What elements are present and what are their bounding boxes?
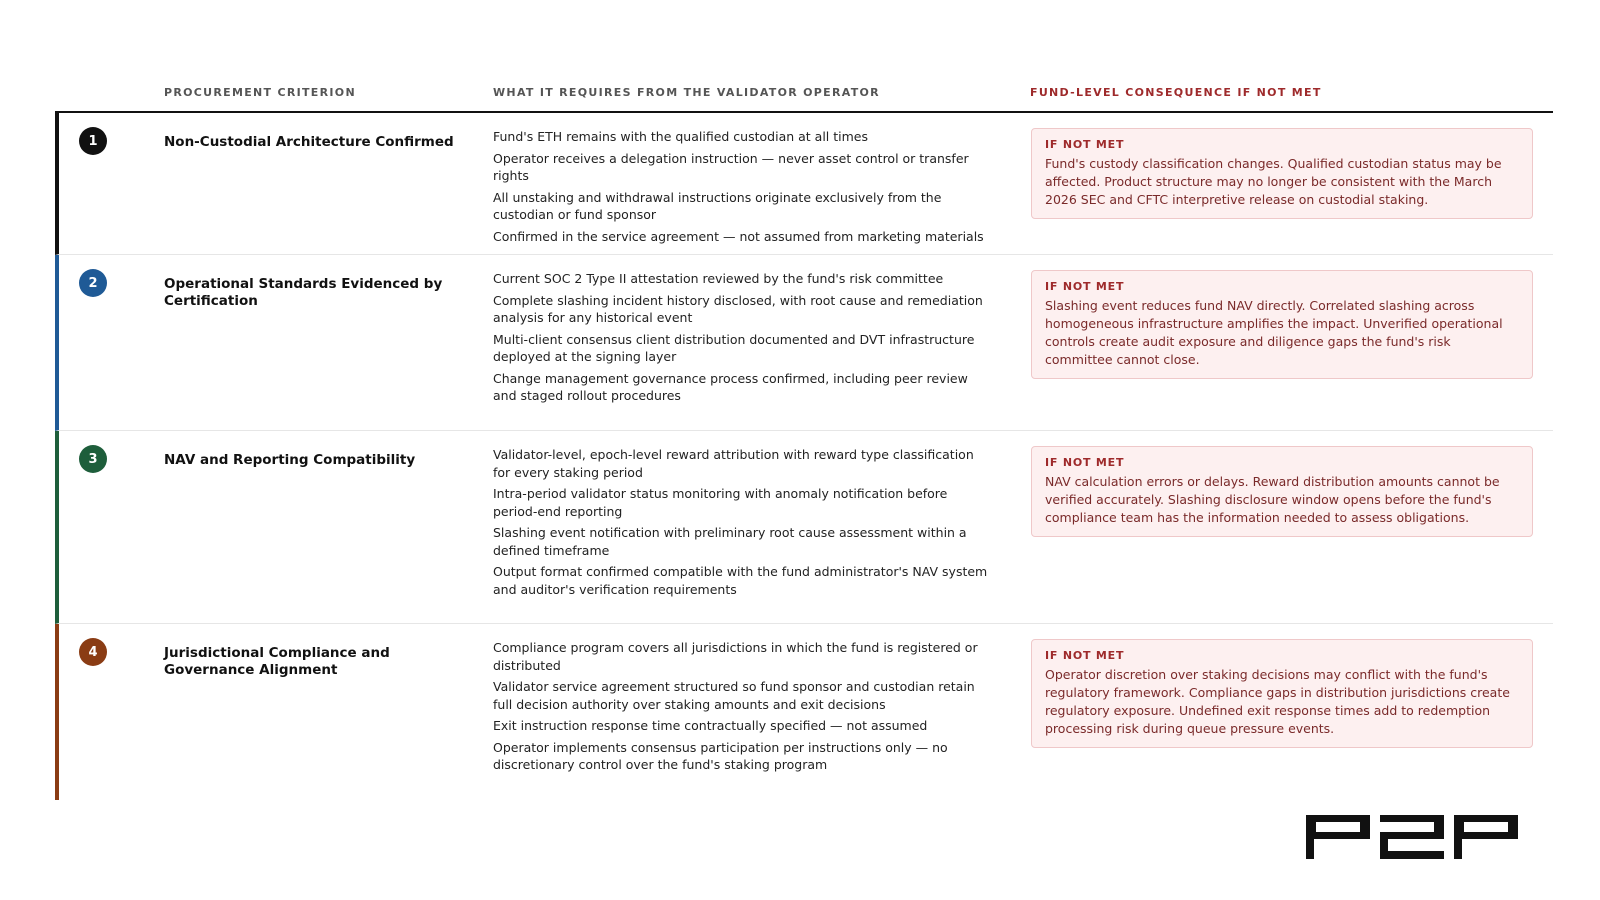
requirement-item: Complete slashing incident history disclosed, with root cause and remediation analysis for any historical event	[493, 292, 983, 325]
requirements-list	[493, 639, 993, 778]
consequence-text: Slashing event reduces fund NAV directly. Correlated slashing across homogeneous infrastructure amplifies the impact. Unverified operational controls create audit exposure and diligence gaps the fund's risk committee cannot close.	[1045, 298, 1503, 367]
requirement-item: Current SOC 2 Type II attestation reviewed by the fund's risk committee	[493, 271, 944, 286]
consequence-tag: IF NOT MET	[1045, 649, 1125, 662]
requirement-item: Confirmed in the service agreement — not assumed from marketing materials	[493, 228, 984, 244]
header-consequence: FUND-LEVEL CONSEQUENCE IF NOT MET	[1030, 86, 1322, 99]
requirement-item: Exit instruction response time contractually specified — not assumed	[493, 718, 928, 733]
consequence-box	[1031, 270, 1533, 379]
requirement-item: Fund's ETH remains with the qualified custodian at all times	[493, 129, 868, 144]
criterion-title: NAV and Reporting Compatibility	[164, 452, 416, 468]
header-criterion: PROCUREMENT CRITERION	[164, 86, 356, 99]
criterion-title: Jurisdictional Compliance and Governance Alignment	[164, 645, 390, 678]
table-row-3	[55, 431, 1553, 624]
requirement-item: Output format confirmed compatible with the fund administrator's NAV system and auditor's verification requirements	[493, 564, 988, 597]
row-number-badge: 1	[79, 127, 107, 155]
row-number-badge: 4	[79, 638, 107, 666]
requirements-list	[493, 128, 993, 249]
consequence-text: NAV calculation errors or delays. Reward distribution amounts cannot be verified accurately. Slashing disclosure window opens before the fund's compliance team has the information needed to assess obligations.	[1045, 474, 1500, 525]
requirement-item: Validator service agreement structured so fund sponsor and custodian retain full decision authority over staking amounts and exit decisions	[493, 679, 975, 712]
table-header	[55, 76, 1553, 113]
consequence-box	[1031, 128, 1533, 219]
criterion-title: Operational Standards Evidenced by Certification	[164, 276, 443, 309]
row-number-badge: 3	[79, 445, 107, 473]
p2p-logo-icon	[1306, 815, 1518, 859]
requirements-list	[493, 446, 993, 602]
consequence-text: Operator discretion over staking decisions may conflict with the fund's regulatory framework. Compliance gaps in distribution jurisdictions create regulatory exposure. Undefined exit response times add to redemption processing risk during queue pressure events.	[1045, 667, 1510, 736]
header-requires: WHAT IT REQUIRES FROM THE VALIDATOR OPERATOR	[493, 86, 880, 99]
requirement-item: Change management governance process confirmed, including peer review and staged rollout procedures	[493, 370, 968, 403]
requirement-item: All unstaking and withdrawal instructions originate exclusively from the custodian or fund sponsor	[493, 189, 942, 222]
table-row-1	[55, 113, 1553, 255]
requirement-item: Operator implements consensus participation per instructions only — no discretionary control over the fund's staking program	[493, 739, 948, 772]
requirement-item: Multi-client consensus client distribution documented and DVT infrastructure deployed at the signing layer	[493, 331, 975, 364]
consequence-tag: IF NOT MET	[1045, 456, 1125, 469]
consequence-tag: IF NOT MET	[1045, 280, 1125, 293]
consequence-box	[1031, 446, 1533, 537]
table-row-4	[55, 624, 1553, 800]
row-number-badge: 2	[79, 269, 107, 297]
consequence-tag: IF NOT MET	[1045, 138, 1125, 151]
requirement-item: Slashing event notification with preliminary root cause assessment within a defined timeframe	[493, 525, 967, 558]
consequence-text: Fund's custody classification changes. Qualified custodian status may be affected. Product structure may no longer be consistent with the March 2026 SEC and CFTC interpretive release on custodial staking.	[1045, 156, 1502, 207]
requirements-list	[493, 270, 993, 409]
requirement-item: Intra-period validator status monitoring with anomaly notification before period-end reporting	[493, 486, 948, 519]
criterion-title: Non-Custodial Architecture Confirmed	[164, 134, 454, 150]
requirement-item: Validator-level, epoch-level reward attribution with reward type classification for every staking period	[493, 447, 974, 480]
table-row-2	[55, 255, 1553, 431]
requirement-item: Operator receives a delegation instruction — never asset control or transfer rights	[493, 150, 969, 183]
consequence-box	[1031, 639, 1533, 748]
procurement-criteria-table	[55, 76, 1553, 800]
requirement-item: Compliance program covers all jurisdictions in which the fund is registered or distributed	[493, 640, 978, 673]
